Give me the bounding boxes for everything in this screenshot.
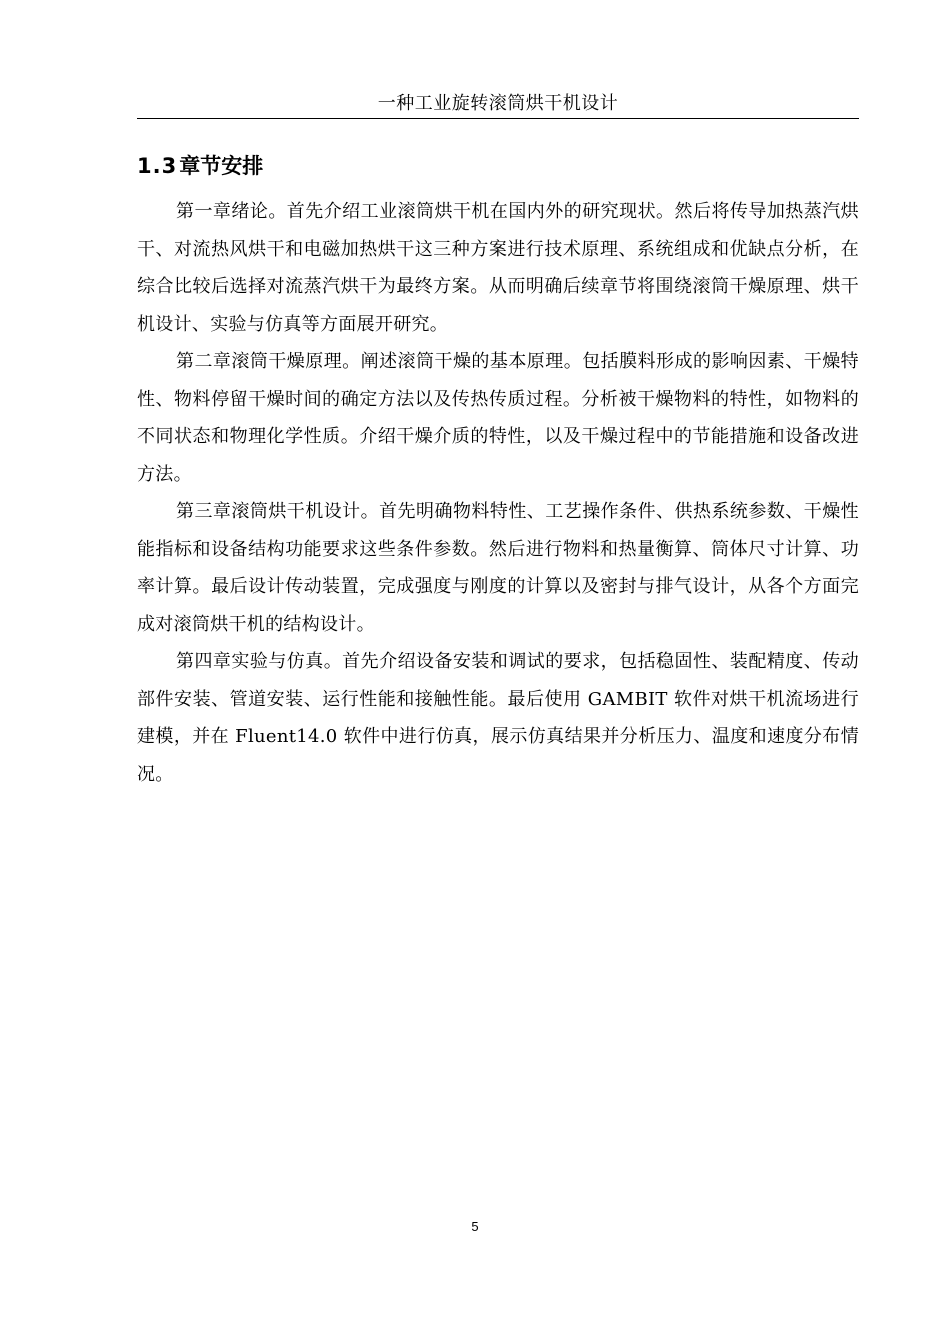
header-divider (137, 118, 859, 119)
paragraph-chapter-1: 第一章绪论。首先介绍工业滚筒烘干机在国内外的研究现状。然后将传导加热蒸汽烘干、对流热风烘干和电磁加热烘干这三种方案进行技术原理、系统组成和优缺点分析，在综合比较后选择对流蒸汽烘干为最终方案。从而明确后续章节将围绕滚筒干燥原理、烘干机设计、实验与仿真等方面展开研究。 (137, 201, 859, 335)
section-heading (137, 148, 263, 184)
running-header-title: 一种工业旋转滚筒烘干机设计 (377, 93, 619, 114)
section-number: 1.3 (137, 154, 178, 178)
section-title: 章节安排 (179, 154, 264, 178)
paragraph-chapter-4: 第四章实验与仿真。首先介绍设备安装和调试的要求，包括稳固性、装配精度、传动部件安装、管道安装、运行性能和接触性能。最后使用 GAMBIT 软件对烘干机流场进行建模，并在 Fluent14.0 软件中进行仿真，展示仿真结果并分析压力、温度和速度分布情况。 (137, 651, 859, 785)
paragraph-chapter-3: 第三章滚筒烘干机设计。首先明确物料特性、工艺操作条件、供热系统参数、干燥性能指标和设备结构功能要求这些条件参数。然后进行物料和热量衡算、筒体尺寸计算、功率计算。最后设计传动装置，完成强度与刚度的计算以及密封与排气设计，从各个方面完成对滚筒烘干机的结构设计。 (137, 501, 859, 635)
paragraph-chapter-2: 第二章滚筒干燥原理。阐述滚筒干燥的基本原理。包括膜料形成的影响因素、干燥特性、物料停留干燥时间的确定方法以及传热传质过程。分析被干燥物料的特性，如物料的不同状态和物理化学性质。介绍干燥介质的特性，以及干燥过程中的节能措施和设备改进方法。 (137, 351, 859, 485)
body-text (137, 193, 859, 793)
page-number: 5 (471, 1219, 479, 1234)
